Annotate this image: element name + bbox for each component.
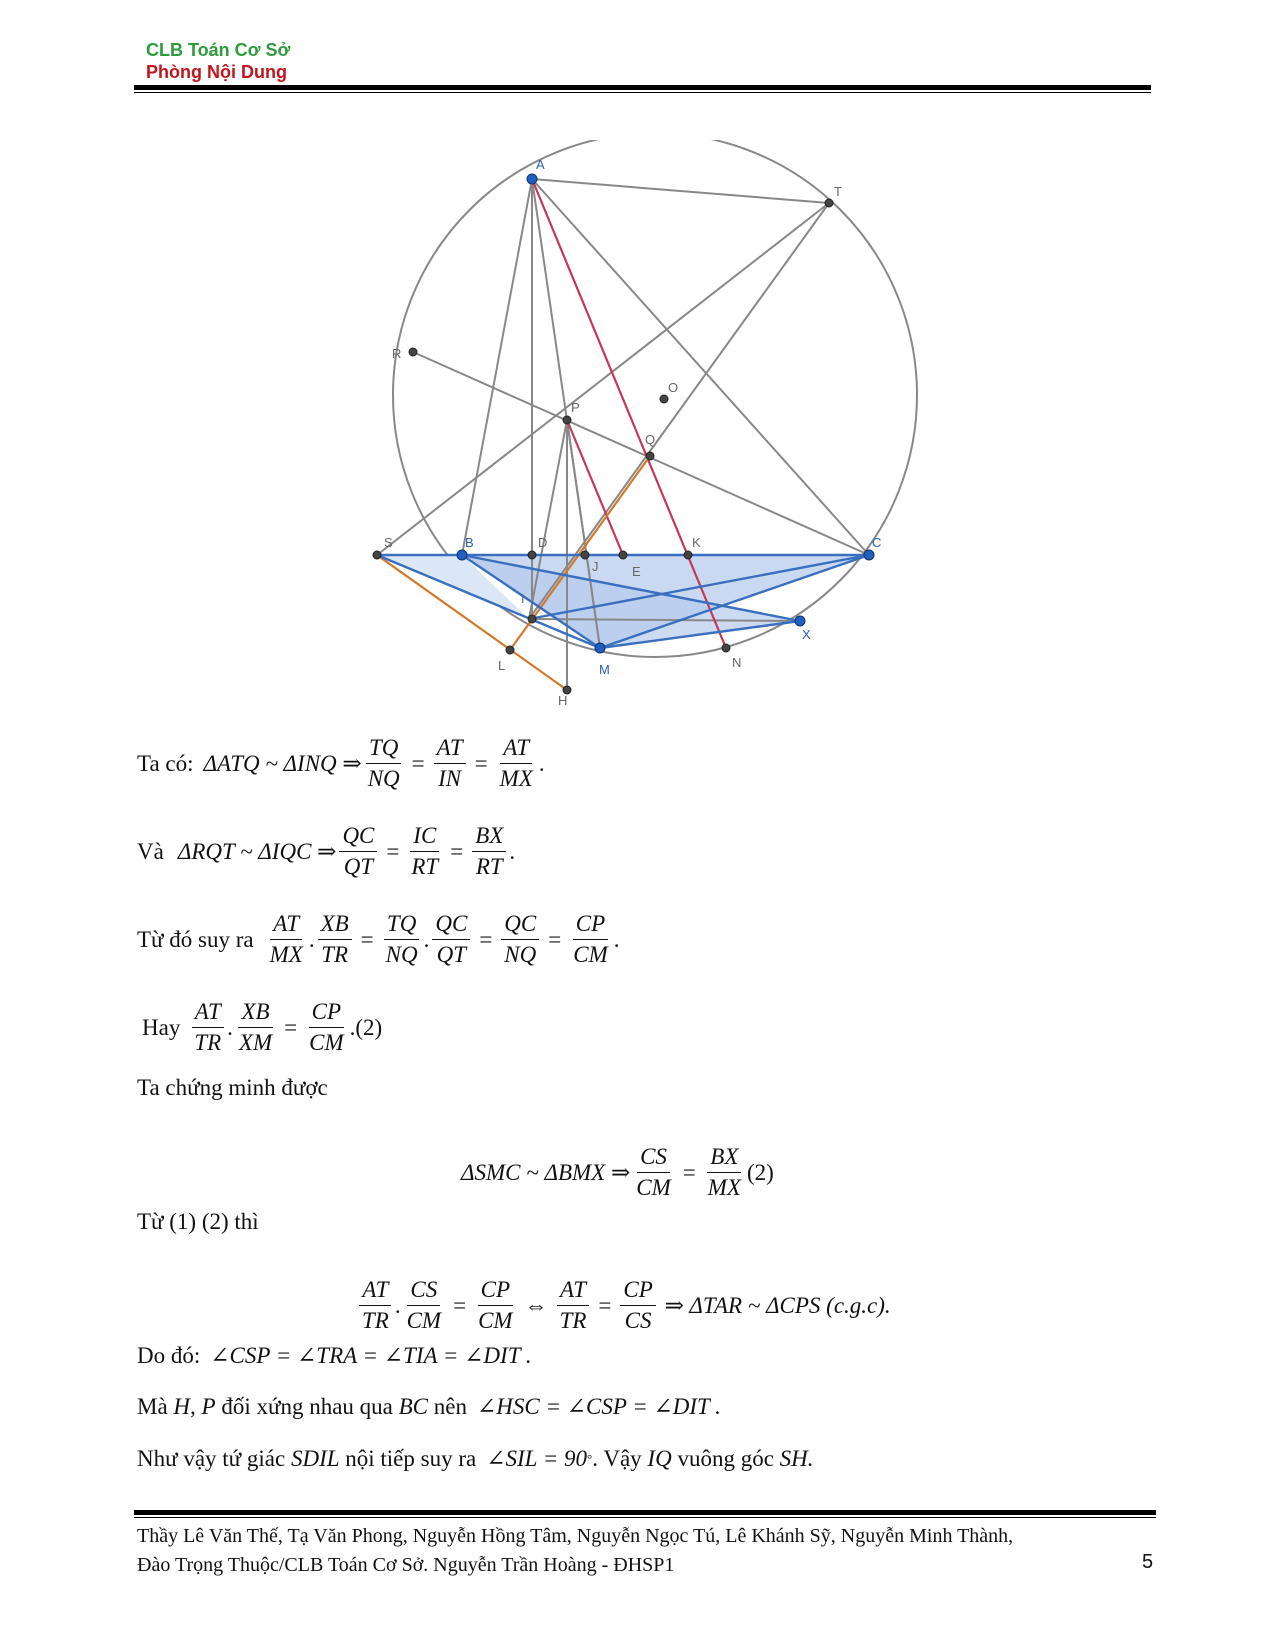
point-a <box>527 174 537 184</box>
label-e: E <box>632 564 641 579</box>
equation-line-4: Hay $\frac{AT}{TR}$ . $\frac{XB}{XM}$ = $\frac{CP}{CM}$ . (2) <box>142 997 382 1058</box>
point-s <box>373 551 381 559</box>
point-d <box>528 551 536 559</box>
paragraph-text: Từ (1) (2) thì <box>137 1209 259 1234</box>
label-t: T <box>834 184 842 199</box>
label-m: M <box>599 662 610 677</box>
equation-number: (2) <box>746 1159 774 1185</box>
equation-line-3: Từ đó suy ra $\frac{AT}{MX}$ . $\frac{XB}{TR}$ = $\frac{TQ}{NQ}$ . $\frac{QC}{QT}$ = $\frac{QC}{NQ}$ = $\frac{CP}{CM}$ . <box>137 909 619 970</box>
math-expr: ΔRQT ~ ΔIQC ⇒ <box>177 838 337 864</box>
math-expr: ∠HSC = ∠CSP = ∠DIT . <box>476 1394 721 1419</box>
fraction: $\frac{AT}{MX}$ <box>269 911 303 967</box>
fraction: $\frac{AT}{TR}$ <box>557 1275 590 1336</box>
point-t <box>825 199 833 207</box>
label-l: L <box>498 658 506 673</box>
point-p <box>563 416 571 424</box>
label-s: S <box>384 535 393 550</box>
fraction: $\frac{TQ}{NQ}$ <box>385 911 418 967</box>
point-c <box>864 550 874 560</box>
text-line-5 <box>137 1075 328 1101</box>
fraction: $\frac{QC}{NQ}$ <box>501 909 539 970</box>
text-prefix: Do đó: <box>137 1343 201 1368</box>
fraction: $\frac{CP}{CM}$ <box>309 999 344 1055</box>
fraction: $\frac{CP}{CM}$ <box>478 1277 513 1333</box>
fraction: $\frac{AT}{TR}$ <box>191 997 224 1058</box>
fraction: $\frac{AT}{TR}$ <box>359 1275 392 1336</box>
fraction: $\frac{CP}{CM}$ <box>573 911 608 967</box>
fraction: $\frac{XB}{XM}$ <box>238 999 273 1055</box>
equation-line-6: ΔSMC ~ ΔBMX ⇒ $\frac{CS}{CM}$ = $\frac{BX}{MX}$ (2) <box>461 1142 774 1203</box>
point-o <box>660 395 668 403</box>
point-n <box>722 644 730 652</box>
label-i: I <box>521 591 525 606</box>
header-club: CLB Toán Cơ Sở <box>146 40 291 60</box>
text-line-9 <box>137 1343 532 1369</box>
point-j <box>581 551 589 559</box>
text-prefix: Từ đó suy ra <box>137 926 254 952</box>
label-o: O <box>668 380 679 395</box>
equation-line-2: Và ΔRQT ~ ΔIQC ⇒ $\frac{QC}{QT}$ = $\frac{IC}{RT}$ = $\frac{BX}{RT}$ . <box>137 821 515 882</box>
fraction: $\frac{BX}{RT}$ <box>472 821 506 882</box>
label-q: Q <box>645 432 656 447</box>
math-expr: ⇒ ΔTAR ~ ΔCPS (c.g.c). <box>664 1292 891 1318</box>
label-d: D <box>538 535 548 550</box>
header-rule-thin <box>134 92 1151 93</box>
math-expr: ∠CSP = ∠TRA = ∠TIA = ∠DIT . <box>210 1343 532 1368</box>
footer-rule <box>134 1510 1156 1515</box>
point-m <box>595 643 605 653</box>
header-rule <box>134 85 1151 90</box>
point-r <box>409 348 417 356</box>
text-prefix: Hay <box>142 1014 181 1040</box>
label-b: B <box>465 535 474 550</box>
math-expr: ΔSMC ~ ΔBMX ⇒ <box>461 1159 631 1185</box>
footer-affiliation: Đào Trọng Thuộc/CLB Toán Cơ Sở. Nguyễn Trần Hoàng - ĐHSP1 <box>137 1554 675 1576</box>
footer-rule-thin <box>134 1517 1156 1518</box>
point-l <box>506 646 514 654</box>
point-i <box>528 615 536 623</box>
label-p: P <box>571 400 580 415</box>
point-b <box>457 550 467 560</box>
label-j: J <box>592 559 599 574</box>
text-line-7 <box>137 1209 259 1235</box>
text-prefix: Và <box>137 838 164 864</box>
label-k: K <box>692 535 701 550</box>
math-expr: ΔATQ ~ ΔINQ ⇒ <box>203 750 362 776</box>
point-k <box>684 551 692 559</box>
fraction: $\frac{TQ}{NQ}$ <box>367 735 400 791</box>
page-number: 5 <box>1142 1551 1154 1573</box>
text-line-11: Như vậy tứ giác SDIL nội tiếp suy ra ∠SIL = 90 ° . Vậy IQ vuông góc SH. <box>137 1446 814 1471</box>
label-r: R <box>392 346 402 361</box>
point-e <box>619 551 627 559</box>
fraction: $\frac{BX}{MX}$ <box>707 1144 741 1200</box>
header-department: Phòng Nội Dung <box>146 62 287 82</box>
equation-line-8: $\frac{AT}{TR}$ . $\frac{CS}{CM}$ = $\frac{CP}{CM}$ ⇔ $\frac{AT}{TR}$ = $\frac{CP}{CS}$ ⇒ ΔTAR ~ ΔCPS (c.g.c). <box>356 1275 891 1336</box>
footer-authors: Thầy Lê Văn Thế, Tạ Văn Phong, Nguyễn Hồng Tâm, Nguyễn Ngọc Tú, Lê Khánh Sỹ, Nguyễn Minh Thành, <box>137 1525 1014 1547</box>
fraction: $\frac{AT}{IN}$ <box>434 733 466 794</box>
label-x: X <box>802 627 811 642</box>
text-prefix: Ta có: <box>137 750 194 776</box>
fraction: $\frac{QC}{QT}$ <box>339 821 377 882</box>
paragraph-text: Ta chứng minh được <box>137 1075 328 1100</box>
equation-line-1: Ta có: ΔATQ ~ ΔINQ ⇒ $\frac{TQ}{NQ}$ = $\frac{AT}{IN}$ = $\frac{AT}{MX}$ . <box>137 733 545 794</box>
fraction: $\frac{XB}{TR}$ <box>318 909 352 970</box>
label-c: C <box>872 535 882 550</box>
fraction: $\frac{CP}{CS}$ <box>620 1275 655 1336</box>
fraction: $\frac{AT}{MX}$ <box>499 735 533 791</box>
fraction: $\frac{CS}{CM}$ <box>406 1277 442 1333</box>
geometry-figure <box>360 140 940 710</box>
text-line-10: Mà H, P đối xứng nhau qua BC nên ∠HSC = ∠CSP = ∠DIT . <box>137 1394 721 1419</box>
point-q <box>646 452 654 460</box>
fraction: $\frac{CS}{CM}$ <box>636 1144 671 1200</box>
point-x <box>795 616 805 626</box>
fraction: $\frac{IC}{RT}$ <box>411 823 439 879</box>
label-h: H <box>558 693 568 708</box>
fraction: $\frac{QC}{QT}$ <box>432 909 470 970</box>
equation-number: (2) <box>355 1014 383 1040</box>
label-n: N <box>732 655 742 670</box>
label-a: A <box>536 157 545 172</box>
